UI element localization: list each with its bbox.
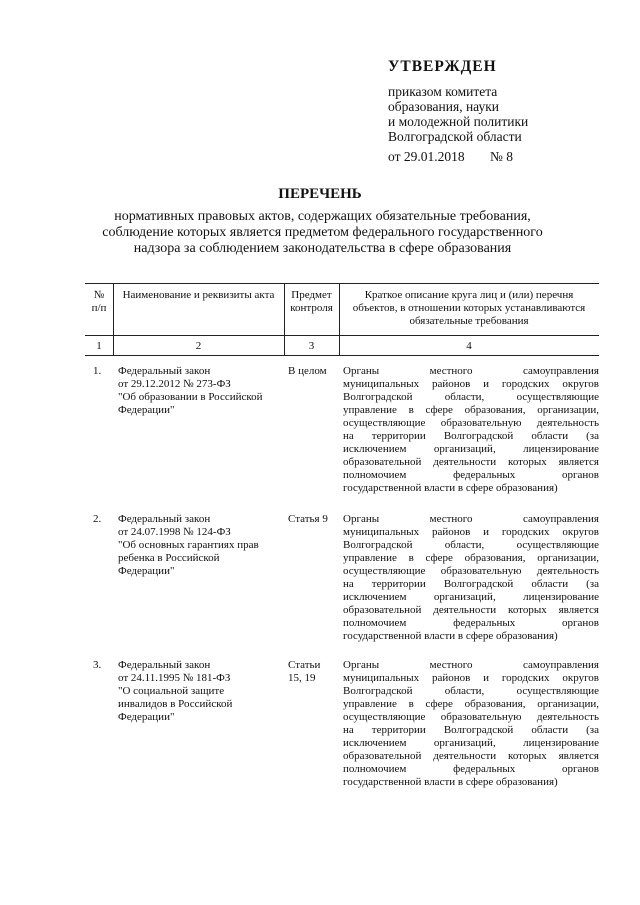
row-description xyxy=(343,365,599,495)
desc-line: осуществляющие образовательную деятельность xyxy=(343,417,599,429)
approval-order-line: Волгоградской области xyxy=(388,129,522,144)
row-act-name xyxy=(118,659,283,724)
desc-line: образовательной деятельности которых является xyxy=(343,456,599,468)
act-name-line: Федерации" xyxy=(118,711,175,723)
header-subject xyxy=(284,289,339,315)
desc-line: Органы местного самоуправления xyxy=(343,513,599,525)
approval-number: № 8 xyxy=(489,149,513,164)
act-name-line: Федеральный закон xyxy=(118,513,211,525)
desc-line: осуществляющие образовательную деятельность xyxy=(343,711,599,723)
table-colnum-divider xyxy=(85,355,599,356)
desc-line: Органы местного самоуправления xyxy=(343,365,599,377)
header-desc xyxy=(339,289,599,328)
act-name-line: от 24.11.1995 № 181-ФЗ xyxy=(118,672,231,684)
subject-line: В целом xyxy=(288,365,327,377)
desc-line: исключением организаций, лицензирование xyxy=(343,591,599,603)
act-name-line: Федерации" xyxy=(118,404,175,416)
document-title: ПЕРЕЧЕНЬ xyxy=(278,186,362,202)
desc-line: Волгоградской области, осуществляющие xyxy=(343,685,599,697)
header-name: Наименование и реквизиты акта xyxy=(122,289,275,301)
desc-line: образовательной деятельности которых является xyxy=(343,750,599,762)
row-subject xyxy=(288,513,340,526)
header-num xyxy=(85,289,113,315)
desc-line: полномочием федеральных органов xyxy=(343,469,599,481)
header-desc-line: объектов, в отношении которых устанавливаются xyxy=(352,302,586,314)
approval-order-line: и молодежной политики xyxy=(388,114,529,129)
approval-title: УТВЕРЖДЕН xyxy=(388,58,497,75)
act-name-line: "Об образовании в Российской xyxy=(118,391,263,403)
act-name-line: Федерации" xyxy=(118,565,175,577)
approval-date: от 29.01.2018 xyxy=(388,149,465,164)
desc-line: муниципальных районов и городских округов xyxy=(343,526,599,538)
act-name-line: инвалидов в Российской xyxy=(118,698,233,710)
row-description xyxy=(343,513,599,643)
act-name-line: Федеральный закон xyxy=(118,659,211,671)
desc-line: государственной власти в сфере образования) xyxy=(343,630,558,642)
desc-line: государственной власти в сфере образования) xyxy=(343,482,558,494)
desc-line: на территории Волгоградской области (за xyxy=(343,724,599,736)
desc-line: Волгоградской области, осуществляющие xyxy=(343,391,599,403)
subject-line: 15, 19 xyxy=(288,672,316,684)
desc-line: исключением организаций, лицензирование xyxy=(343,443,599,455)
desc-line: полномочием федеральных органов xyxy=(343,763,599,775)
desc-line: полномочием федеральных органов xyxy=(343,617,599,629)
table-top-border xyxy=(85,283,599,284)
row-subject xyxy=(288,659,340,685)
act-name-line: "Об основных гарантиях прав xyxy=(118,539,259,551)
subtitle-line: нормативных правовых актов, содержащих обязательные требования, xyxy=(114,209,531,224)
desc-line: на территории Волгоградской области (за xyxy=(343,430,599,442)
row-number: 3. xyxy=(93,659,102,671)
desc-line: образовательной деятельности которых является xyxy=(343,604,599,616)
act-name-line: от 29.12.2012 № 273-ФЗ xyxy=(118,378,231,390)
header-subject-line: Предмет xyxy=(291,289,332,301)
col-number: 2 xyxy=(195,340,202,352)
desc-line: муниципальных районов и городских округов xyxy=(343,672,599,684)
row-subject xyxy=(288,365,340,378)
desc-line: осуществляющие образовательную деятельность xyxy=(343,565,599,577)
subtitle-line: надзора за соблюдением законодательства в сфере образования xyxy=(133,241,512,256)
act-name-line: Федеральный закон xyxy=(118,365,211,377)
subtitle-line: соблюдение которых является предметом федерального государственного xyxy=(102,225,543,240)
header-desc-line: Краткое описание круга лиц и (или) перечня xyxy=(364,289,574,301)
col-number: 3 xyxy=(308,340,315,352)
approval-order-line: образования, науки xyxy=(388,99,500,114)
desc-line: на территории Волгоградской области (за xyxy=(343,578,599,590)
desc-line: Волгоградской области, осуществляющие xyxy=(343,539,599,551)
row-number: 1. xyxy=(93,365,102,377)
desc-line: управление в сфере образования, организации, xyxy=(343,698,599,710)
desc-line: муниципальных районов и городских округов xyxy=(343,378,599,390)
desc-line: управление в сфере образования, организации, xyxy=(343,552,599,564)
header-num-line: № xyxy=(93,289,105,301)
approval-order-block xyxy=(388,84,528,144)
row-act-name xyxy=(118,513,283,578)
approval-date-line xyxy=(388,149,513,165)
desc-line: управление в сфере образования, организации, xyxy=(343,404,599,416)
act-name-line: ребенка в Российской xyxy=(118,552,220,564)
col-number: 4 xyxy=(466,340,472,352)
document-subtitle xyxy=(60,209,585,257)
header-desc-line: обязательные требования xyxy=(409,315,529,327)
header-num-line: п/п xyxy=(91,302,107,314)
desc-line: Органы местного самоуправления xyxy=(343,659,599,671)
col-number: 1 xyxy=(96,340,102,352)
row-number: 2. xyxy=(93,513,102,525)
desc-line: государственной власти в сфере образования) xyxy=(343,776,558,788)
subject-line: Статьи xyxy=(288,659,321,671)
header-subject-line: контроля xyxy=(290,302,333,314)
row-act-name xyxy=(118,365,283,417)
act-name-line: от 24.07.1998 № 124-ФЗ xyxy=(118,526,231,538)
subject-line: Статья 9 xyxy=(288,513,328,525)
act-name-line: "О социальной защите xyxy=(118,685,225,697)
desc-line: исключением организаций, лицензирование xyxy=(343,737,599,749)
row-description xyxy=(343,659,599,789)
table-header-divider xyxy=(85,335,599,336)
approval-order-line: приказом комитета xyxy=(388,84,498,99)
